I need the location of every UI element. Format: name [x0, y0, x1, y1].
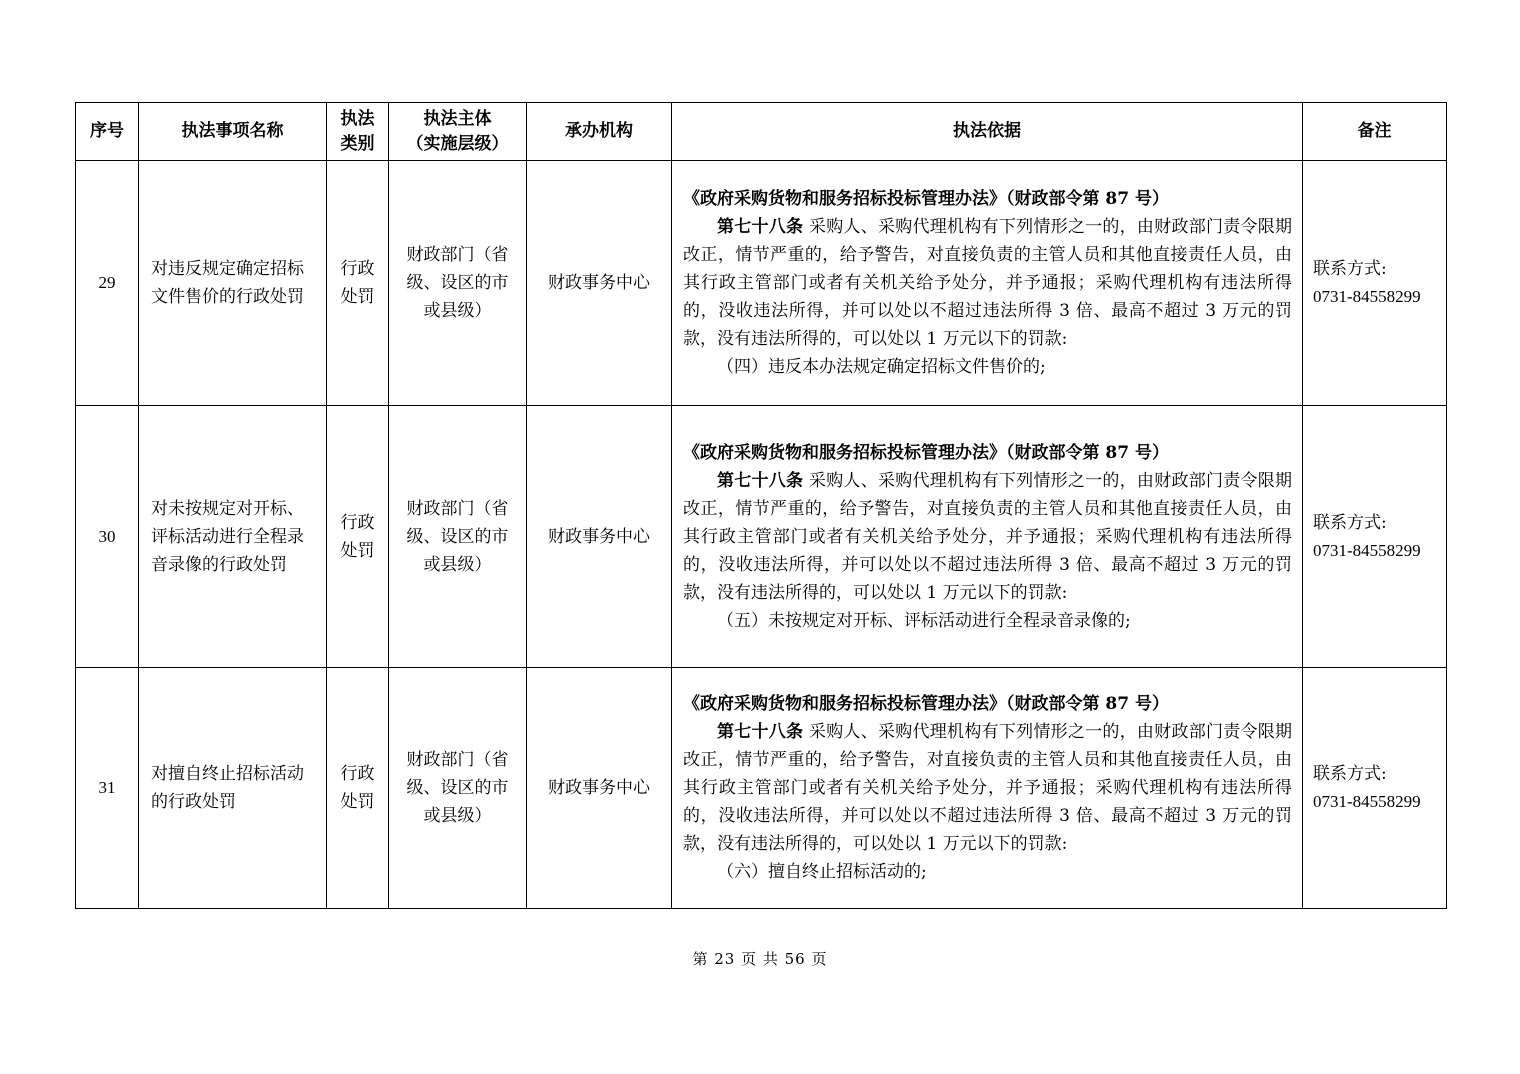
- row-category: 行政处罚: [327, 406, 389, 668]
- row-office: 财政事务中心: [527, 161, 672, 406]
- header-category: [327, 103, 389, 161]
- row-office: 财政事务中心: [527, 406, 672, 668]
- row-note: [1303, 668, 1447, 909]
- law-title: 《政府采购货物和服务招标投标管理办法》（财政部令第 87 号）: [683, 442, 1169, 463]
- article-text: [683, 718, 1292, 858]
- contact-label: 联系方式:: [1313, 764, 1387, 784]
- contact-label: 联系方式:: [1313, 512, 1387, 533]
- row-note: [1303, 406, 1447, 668]
- header-office: 承办机构: [527, 103, 672, 161]
- row-category: 行政处罚: [327, 161, 389, 406]
- row-category: 行政处罚: [327, 668, 389, 909]
- row-seq: 30: [76, 406, 139, 668]
- contact-phone: 0731-84558299: [1313, 792, 1421, 811]
- header-subject: [389, 103, 527, 161]
- row-item-name: 对擅自终止招标活动的行政处罚: [139, 668, 327, 909]
- row-subject: 财政部门（省级、设区的市或县级）: [389, 668, 527, 909]
- table-header-row: [76, 103, 1447, 161]
- row-subject: 财政部门（省级、设区的市或县级）: [389, 406, 527, 668]
- contact-phone: 0731-84558299: [1313, 287, 1421, 306]
- article-body: 采购人、采购代理机构有下列情形之一的，由财政部门责令限期改正，情节严重的，给予警告，对直接负责的主管人员和其他直接责任人员，由其行政主管部门或者有关机关给予处分，并予通报；采购代理机构有违法所得的，没收违法所得，并可以处以不超过违法所得 3 倍、最高不超过 3 万元的罚款，没有违法所得的，可以处以 1 万元以下的罚款:: [683, 217, 1293, 349]
- header-category-line2: 类别: [340, 133, 375, 154]
- enforcement-items-table: [75, 102, 1447, 909]
- header-seq: 序号: [76, 103, 139, 161]
- header-note: 备注: [1303, 103, 1447, 161]
- page-number-footer: 第 23 页 共 56 页: [692, 950, 828, 968]
- row-seq: 31: [76, 668, 139, 909]
- table-row: [76, 668, 1447, 909]
- article-clause: （六）擅自终止招标活动的;: [717, 862, 927, 882]
- header-subject-line1: 执法主体: [423, 108, 492, 129]
- article-number: 第七十八条: [717, 722, 804, 742]
- row-office: 财政事务中心: [527, 668, 672, 909]
- article-text: [683, 467, 1292, 607]
- header-item-name: 执法事项名称: [139, 103, 327, 161]
- article-number: 第七十八条: [717, 217, 804, 237]
- row-subject: 财政部门（省级、设区的市或县级）: [389, 161, 527, 406]
- article-clause: （四）违反本办法规定确定招标文件售价的;: [717, 357, 1046, 377]
- header-basis: 执法依据: [672, 103, 1303, 161]
- article-body: 采购人、采购代理机构有下列情形之一的，由财政部门责令限期改正，情节严重的，给予警告，对直接负责的主管人员和其他直接责任人员，由其行政主管部门或者有关机关给予处分，并予通报；采购代理机构有违法所得的，没收违法所得，并可以处以不超过违法所得 3 倍、最高不超过 3 万元的罚款，没有违法所得的，可以处以 1 万元以下的罚款:: [683, 470, 1293, 603]
- article-body: 采购人、采购代理机构有下列情形之一的，由财政部门责令限期改正，情节严重的，给予警告，对直接负责的主管人员和其他直接责任人员，由其行政主管部门或者有关机关给予处分，并予通报；采购代理机构有违法所得的，没收违法所得，并可以处以不超过违法所得 3 倍、最高不超过 3 万元的罚款，没有违法所得的，可以处以 1 万元以下的罚款:: [683, 722, 1293, 854]
- row-basis: [672, 406, 1303, 668]
- header-category-line1: 执法: [340, 108, 375, 129]
- table-row: [76, 161, 1447, 406]
- row-seq: 29: [76, 161, 139, 406]
- article-text: [683, 213, 1292, 353]
- table-row: [76, 406, 1447, 668]
- contact-label: 联系方式:: [1313, 259, 1387, 279]
- row-item-name: 对未按规定对开标、评标活动进行全程录音录像的行政处罚: [139, 406, 327, 668]
- law-title: 《政府采购货物和服务招标投标管理办法》（财政部令第 87 号）: [683, 694, 1169, 714]
- law-title: 《政府采购货物和服务招标投标管理办法》（财政部令第 87 号）: [683, 189, 1169, 209]
- header-subject-line2: （实施层级）: [406, 133, 509, 154]
- row-basis: [672, 161, 1303, 406]
- row-item-name: 对违反规定确定招标文件售价的行政处罚: [139, 161, 327, 406]
- contact-phone: 0731-84558299: [1313, 540, 1421, 560]
- row-basis: [672, 668, 1303, 909]
- row-note: [1303, 161, 1447, 406]
- article-number: 第七十八条: [717, 470, 804, 491]
- article-clause: （五）未按规定对开标、评标活动进行全程录音录像的;: [717, 610, 1131, 631]
